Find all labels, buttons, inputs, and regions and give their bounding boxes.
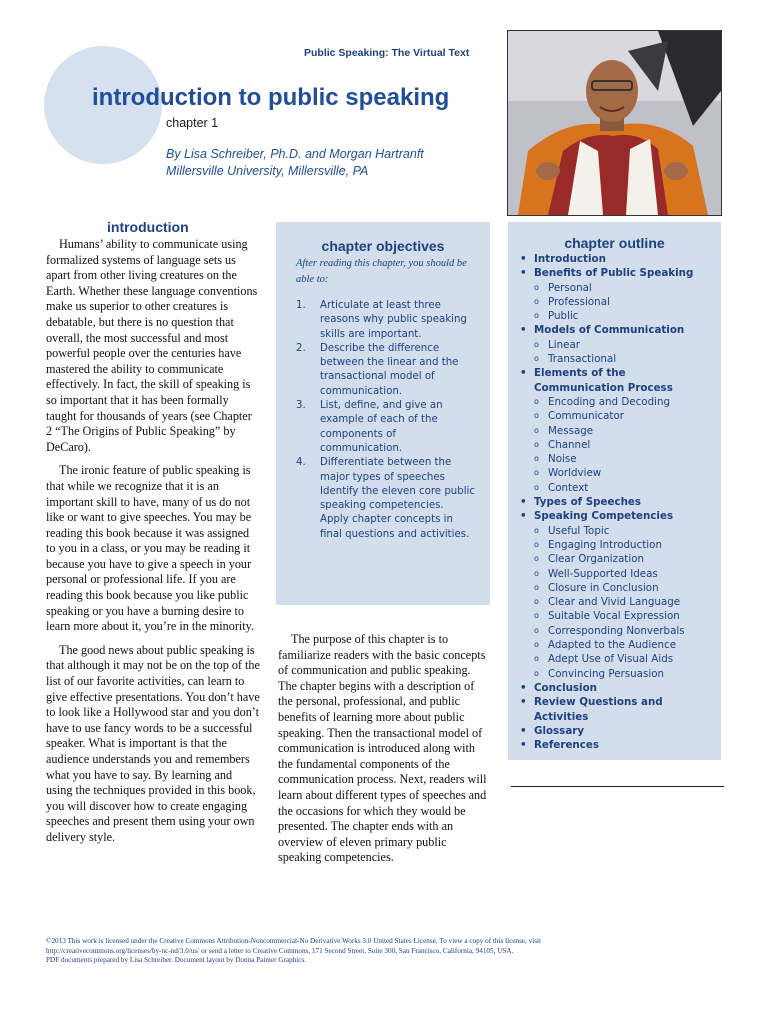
objectives-intro: After reading this chapter, you should be able to: [296, 258, 467, 285]
circle-bullet-icon: o [534, 539, 539, 549]
objective-item [296, 299, 476, 342]
circle-bullet-icon: o [534, 597, 539, 607]
outline-subitem-label: Context [548, 481, 589, 494]
circle-bullet-icon: o [534, 568, 539, 578]
bullet-icon: • [520, 724, 527, 737]
introduction-heading: introduction [107, 219, 189, 235]
outline-item-label: Benefits of Public Speaking [534, 267, 694, 280]
intro-paragraph: The good news about public speaking is that although it may not be on the top of the list of our favorite activities, can learn to give effective presentations. You don’t have to look like a Hollywood star and you don’t have to use fancy words to be a successful speaker. What is important is that the audience understands you and remembers what you have to say. By learning and using the techniques provided in this book, you will discover how to create engaging speeches and present them using your own delivery style. [46, 642, 260, 844]
outline-subitem [534, 352, 716, 366]
license-footer [46, 937, 566, 966]
chapter-label: chapter 1 [166, 116, 219, 130]
affiliation-line: Millersville University, Millersville, PA [166, 163, 369, 178]
circle-bullet-icon: o [534, 654, 539, 664]
bullet-icon: • [520, 681, 527, 694]
objective-text: Identify the eleven core public speaking competencies. [320, 485, 475, 512]
outline-subitem-label: Adapted to the Audience [548, 639, 677, 652]
circle-bullet-icon: o [534, 582, 539, 592]
objective-item [296, 513, 476, 542]
outline-subitem-label: Linear [548, 338, 581, 351]
outline-item [520, 252, 716, 266]
authors-line: By Lisa Schreiber, Ph.D. and Morgan Hartranft [166, 147, 424, 161]
speaker-illustration [508, 31, 721, 215]
outline-subitem [534, 624, 716, 638]
outline-subitem-label: Engaging Introduction [548, 538, 662, 551]
circle-bullet-icon: o [534, 611, 539, 621]
bullet-icon: • [520, 696, 527, 709]
outline-list [520, 252, 716, 752]
circle-bullet-icon: o [534, 640, 539, 650]
bullet-icon: • [520, 267, 527, 280]
outline-subitem [534, 295, 716, 309]
outline-heading: chapter outline [564, 235, 665, 251]
outline-subitem [534, 581, 716, 595]
outline-subitem [534, 609, 716, 623]
objective-text: List, define, and give an example of each of the components of communication. [320, 400, 443, 454]
outline-item-label: Review Questions and Activities [534, 696, 663, 723]
outline-subitem-label: Clear and Vivid Language [548, 596, 681, 609]
outline-subitem-label: Useful Topic [548, 524, 610, 537]
book-title: Public Speaking: The Virtual Text [304, 47, 470, 59]
objective-item [296, 485, 476, 514]
circle-bullet-icon: o [534, 468, 539, 478]
objectives-list [296, 299, 476, 542]
outline-subitem-label: Message [548, 424, 594, 437]
outline-item-label: Elements of the Communication Process [534, 367, 673, 394]
outline-item [520, 323, 716, 366]
circle-bullet-icon: o [534, 554, 539, 564]
page-title: introduction to public speaking [92, 84, 450, 111]
outline-item-label: Models of Communication [534, 324, 685, 337]
circle-bullet-icon: o [534, 354, 539, 364]
objective-number: 2. [296, 342, 306, 354]
outline-item [520, 681, 716, 695]
bullet-icon: • [520, 367, 527, 380]
bullet-icon: • [520, 739, 527, 752]
outline-subitem [534, 552, 716, 566]
outline-item-label: Glossary [534, 724, 585, 737]
intro-paragraph: The ironic feature of public speaking is that while we recognize that it is an important skill to have, many of us do not like or want to give speeches. You may be reading this book because it was assigned to you in a class, or you may be reading it because you have to give a speech in your personal or professional life. If you are reading this book because you like public speaking or you have a burning desire to learn more about it, you’re in the minority. [46, 463, 255, 634]
circle-bullet-icon: o [534, 311, 539, 321]
outline-subitem-label: Adept Use of Visual Aids [548, 653, 674, 666]
bullet-icon: • [520, 496, 527, 509]
outline-item [520, 738, 716, 752]
circle-bullet-icon: o [534, 411, 539, 421]
circle-bullet-icon: o [534, 439, 539, 449]
outline-item [520, 495, 716, 509]
outline-sublist [534, 281, 716, 324]
outline-subitem [534, 567, 716, 581]
outline-subitem-label: Encoding and Decoding [548, 395, 671, 408]
chapter-outline-box [508, 222, 721, 760]
footer-line: ©2013 This work is licensed under the Creative Commons Attribution-Noncommercial-No Derivative Works 3.0 United States License. To view a copy of this license, visit [46, 937, 542, 945]
objective-number: 1. [296, 300, 306, 311]
outline-subitem [534, 338, 716, 352]
outline-item-label: References [534, 739, 599, 752]
outline-subitem-label: Convincing Persuasion [548, 667, 665, 680]
objective-number: 4. [296, 457, 306, 469]
objective-item [296, 456, 476, 485]
circle-bullet-icon: o [534, 339, 539, 349]
intro-paragraph: Humans’ ability to communicate using formalized systems of language sets us apart from other living creatures on the Earth. Whether these language conventions make us superior to other creatures is debatable, but there is no question that overall, the most successful and most powerful people over the centuries have mastered the ability to communicate effectively. In fact, the skill of speaking is so important that it has been formally taught for thousands of years (see Chapter 2 “The Origins of Public Speaking” by DeCaro). [46, 237, 258, 454]
outline-subitem [534, 466, 716, 480]
outline-subitem-label: Suitable Vocal Expression [548, 610, 680, 623]
outline-item [520, 509, 716, 681]
outline-sublist [534, 524, 716, 681]
outline-subitem [534, 409, 716, 423]
outline-subitem [534, 309, 716, 323]
outline-item-label: Conclusion [534, 681, 597, 694]
outline-subitem-label: Transactional [548, 353, 617, 366]
outline-sublist [534, 338, 716, 367]
objective-text: Describe the difference between the linear and the transactional model of communication. [320, 342, 459, 397]
objective-item [296, 399, 476, 456]
circle-bullet-icon: o [534, 454, 539, 464]
circle-bullet-icon: o [534, 396, 539, 406]
outline-subitem-label: Personal [548, 281, 592, 294]
outline-item-label: Introduction [534, 253, 606, 265]
outline-subitem-label: Closure in Conclusion [548, 581, 659, 594]
outline-item-label: Types of Speeches [534, 496, 642, 509]
outline-subitem-label: Worldview [548, 467, 602, 480]
purpose-paragraph: The purpose of this chapter is to familiarize readers with the basic concepts of communication and public speaking. The chapter begins with a description of the personal, professional, and public benefits of learning more about public speaking. Then the transactional model of communication is introduced along with the fundamental components of the communication process. Next, readers will learn about different types of speeches and the occasions for which they would be presented. The chapter ends with an overview of eleven primary public speaking competencies. [278, 632, 487, 865]
outline-item [520, 266, 716, 323]
outline-subitem [534, 438, 716, 452]
outline-item-label: Speaking Competencies [534, 510, 674, 523]
speaker-photo [507, 30, 722, 216]
outline-subitem [534, 638, 716, 652]
outline-subitem [534, 667, 716, 681]
outline-subitem-label: Well-Supported Ideas [548, 567, 658, 580]
outline-subitem [534, 424, 716, 438]
authors [166, 146, 424, 179]
outline-subitem [534, 652, 716, 666]
outline-subitem [534, 481, 716, 495]
purpose-column [278, 632, 488, 874]
outline-sublist [534, 395, 716, 495]
circle-bullet-icon: o [534, 482, 539, 492]
introduction-column [46, 237, 260, 854]
divider [511, 786, 724, 787]
outline-subitem-label: Channel [548, 438, 591, 451]
footer-line: PDF documents prepared by Lisa Schreiber. Document layout by Donna Painter Graphics. [46, 956, 307, 965]
outline-subitem-label: Noise [548, 453, 577, 466]
outline-subitem [534, 595, 716, 609]
objectives-heading: chapter objectives [321, 238, 445, 254]
bullet-icon: • [520, 253, 527, 265]
outline-subitem [534, 395, 716, 409]
circle-bullet-icon: o [534, 425, 539, 435]
outline-subitem-label: Communicator [548, 410, 625, 423]
outline-subitem [534, 452, 716, 466]
circle-bullet-icon: o [534, 625, 539, 635]
outline-subitem [534, 281, 716, 295]
objective-text: Differentiate between the major types of speeches [320, 457, 452, 483]
bullet-icon: • [520, 510, 527, 523]
outline-subitem-label: Public [548, 310, 579, 323]
objective-number: 3. [296, 400, 306, 412]
circle-bullet-icon: o [534, 668, 539, 678]
bullet-icon: • [520, 324, 527, 337]
circle-bullet-icon: o [534, 525, 539, 535]
outline-subitem-label: Professional [548, 295, 610, 308]
chapter-objectives-box [276, 222, 490, 605]
circle-bullet-icon: o [534, 296, 539, 306]
objective-item [296, 342, 476, 399]
footer-line: http://creativecommons.org/licenses/by-nc-nd/3.0/us/ or send a letter to Creative Commons, 171 Second Street, Suite 300, San Francisco, California, 94105, USA. [46, 946, 514, 955]
outline-item [520, 724, 716, 738]
outline-subitem-label: Clear Organization [548, 553, 645, 566]
outline-item [520, 695, 716, 724]
outline-subitem-label: Corresponding Nonverbals [548, 624, 685, 637]
objective-text: Apply chapter concepts in final questions and activities. [320, 514, 470, 540]
outline-subitem [534, 538, 716, 552]
objective-text: Articulate at least three reasons why public speaking skills are important. [320, 300, 467, 340]
outline-subitem [534, 524, 716, 538]
circle-bullet-icon: o [534, 282, 539, 292]
outline-item [520, 366, 716, 495]
